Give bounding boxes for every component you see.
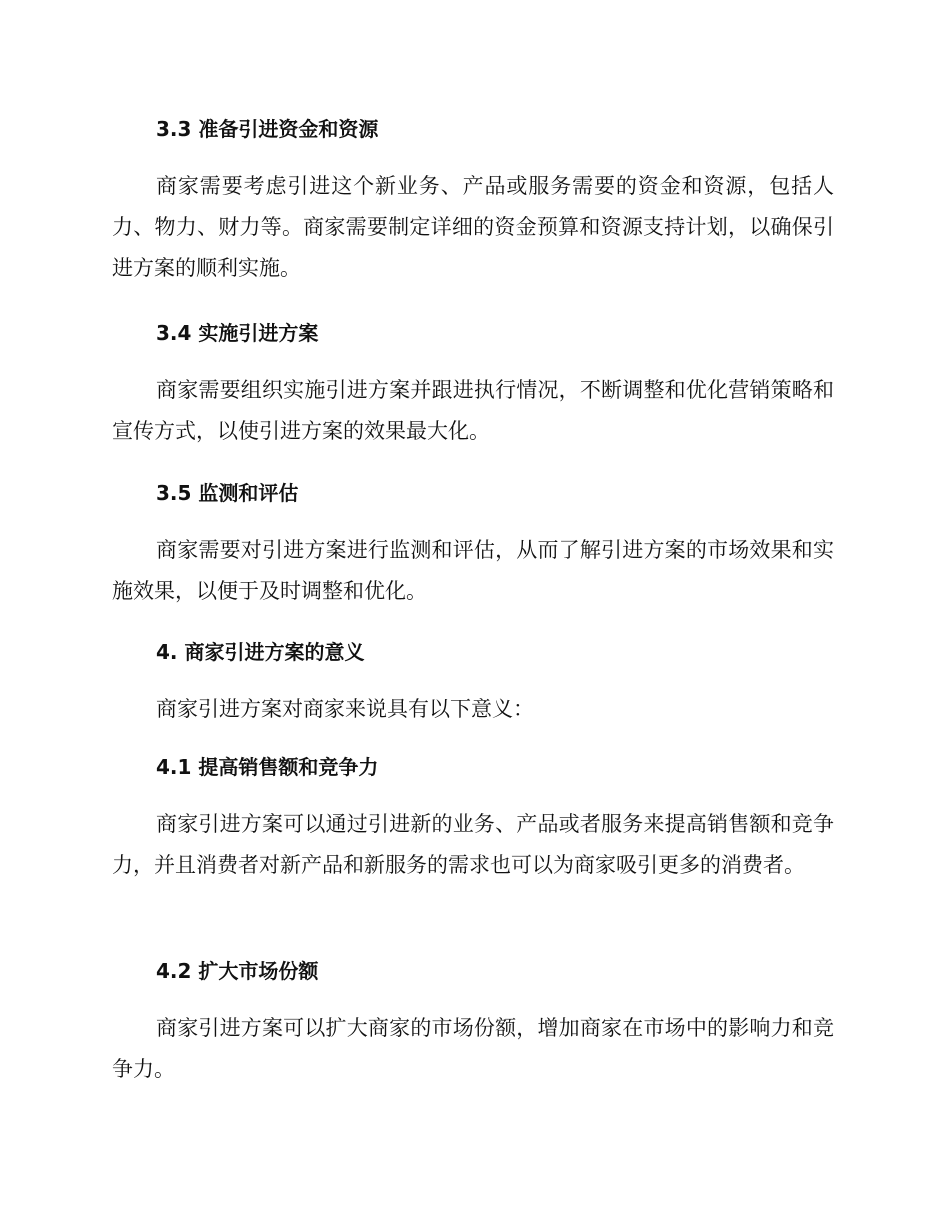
section-heading: 3.4 实施引进方案 <box>156 321 319 345</box>
section-paragraph: 商家引进方案可以通过引进新的业务、产品或者服务来提高销售额和竞争力，并且消费者对新产品和新服务的需求也可以为商家吸引更多的消费者。 <box>112 812 834 877</box>
section-3-3 <box>112 114 834 144</box>
section-heading: 4.2 扩大市场份额 <box>156 959 319 983</box>
section-paragraph: 商家需要组织实施引进方案并跟进执行情况，不断调整和优化营销策略和宣传方式，以使引进方案的效果最大化。 <box>112 378 834 443</box>
section-3-5-body <box>112 530 834 612</box>
section-3-3-body <box>112 166 834 289</box>
section-heading: 4.1 提高销售额和竞争力 <box>156 755 379 779</box>
section-4-2 <box>112 956 834 986</box>
section-paragraph: 商家需要考虑引进这个新业务、产品或服务需要的资金和资源，包括人力、物力、财力等。商家需要制定详细的资金预算和资源支持计划，以确保引进方案的顺利实施。 <box>112 174 834 280</box>
section-paragraph: 商家需要对引进方案进行监测和评估，从而了解引进方案的市场效果和实施效果，以便于及时调整和优化。 <box>112 538 834 603</box>
section-4-1-body <box>112 804 834 886</box>
section-4-body <box>112 689 834 730</box>
section-paragraph: 商家引进方案可以扩大商家的市场份额，增加商家在市场中的影响力和竞争力。 <box>112 1016 834 1081</box>
section-heading: 4. 商家引进方案的意义 <box>156 640 365 664</box>
section-paragraph: 商家引进方案对商家来说具有以下意义： <box>156 697 534 721</box>
section-heading: 3.3 准备引进资金和资源 <box>156 117 379 141</box>
section-4-1 <box>112 752 834 782</box>
section-3-5 <box>112 478 834 508</box>
section-4-2-body <box>112 1008 834 1090</box>
section-3-4 <box>112 318 834 348</box>
section-3-4-body <box>112 370 834 452</box>
section-heading: 3.5 监测和评估 <box>156 481 299 505</box>
section-4 <box>112 637 834 667</box>
